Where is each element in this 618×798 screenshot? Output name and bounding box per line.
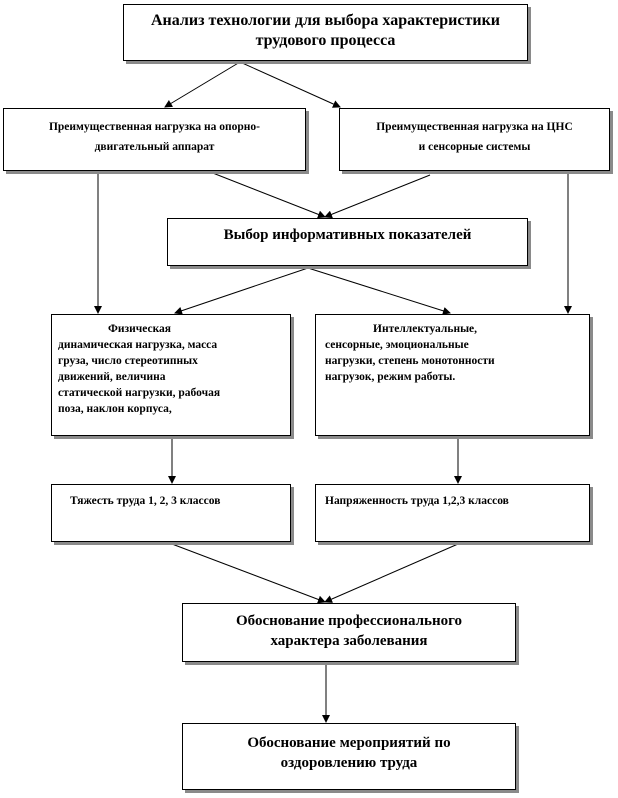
node-physical-line-4: движений, величина xyxy=(58,371,166,383)
node-justify-prof-line-1: Обоснование профессионального xyxy=(235,613,463,629)
node-load-motor-line-2: двигательный аппарат xyxy=(94,141,215,153)
arrow-analysis-to-cns xyxy=(240,62,340,107)
node-justify-prof xyxy=(182,603,516,662)
node-justify-measures-line-2: оздоровлению труда xyxy=(280,755,418,771)
node-intellectual-line-1: Интеллектуальные, xyxy=(373,323,478,335)
node-physical-line-1: Физическая xyxy=(108,323,172,335)
node-physical-line-5: статической нагрузки, рабочая xyxy=(58,387,221,399)
arrow-choice-to-physical xyxy=(175,268,308,313)
node-physical-line-2: динамическая нагрузка, масса xyxy=(58,339,218,351)
arrow-motor-to-choice xyxy=(200,168,325,217)
node-load-cns xyxy=(339,108,610,171)
node-justify-prof-line-2: характера заболевания xyxy=(270,633,428,649)
node-intensity-line-1: Напряженность труда 1,2,3 классов xyxy=(325,495,509,507)
node-intellectual-line-4: нагрузок, режим работы. xyxy=(325,371,456,383)
arrow-cns-to-choice xyxy=(325,175,430,217)
arrow-analysis-to-motor xyxy=(165,62,240,107)
node-physical xyxy=(51,314,291,436)
node-intellectual-line-2: сенсорные, эмоциональные xyxy=(325,339,469,351)
node-severity-line-1: Тяжесть труда 1, 2, 3 классов xyxy=(70,495,221,507)
node-choice xyxy=(167,218,528,266)
node-physical-line-6: поза, наклон корпуса, xyxy=(58,403,172,415)
arrow-intensity-to-justify-prof xyxy=(325,544,458,602)
node-analysis xyxy=(123,4,528,61)
node-intellectual-line-3: нагрузки, степень монотонности xyxy=(325,355,495,367)
arrow-severity-to-justify-prof xyxy=(172,544,325,602)
node-justify-measures xyxy=(182,723,516,790)
node-physical-line-3: груза, число стереотипных xyxy=(58,355,198,367)
node-load-motor xyxy=(3,108,306,171)
node-intellectual xyxy=(315,314,590,436)
node-load-cns-line-1: Преимущественная нагрузка на ЦНС xyxy=(376,121,573,133)
node-load-cns-line-2: и сенсорные системы xyxy=(418,141,531,153)
node-analysis-line-2: трудового процесса xyxy=(255,32,396,49)
node-choice-line-1: Выбор информативных показателей xyxy=(223,227,472,243)
node-analysis-line-1: Анализ технологии для выбора характеристики xyxy=(150,12,500,29)
node-justify-measures-line-1: Обоснование мероприятий по xyxy=(247,735,451,751)
node-severity xyxy=(51,484,291,542)
node-intensity xyxy=(315,484,590,542)
arrow-choice-to-intellectual xyxy=(308,268,450,313)
node-load-motor-line-1: Преимущественная нагрузка на опорно- xyxy=(48,121,261,133)
